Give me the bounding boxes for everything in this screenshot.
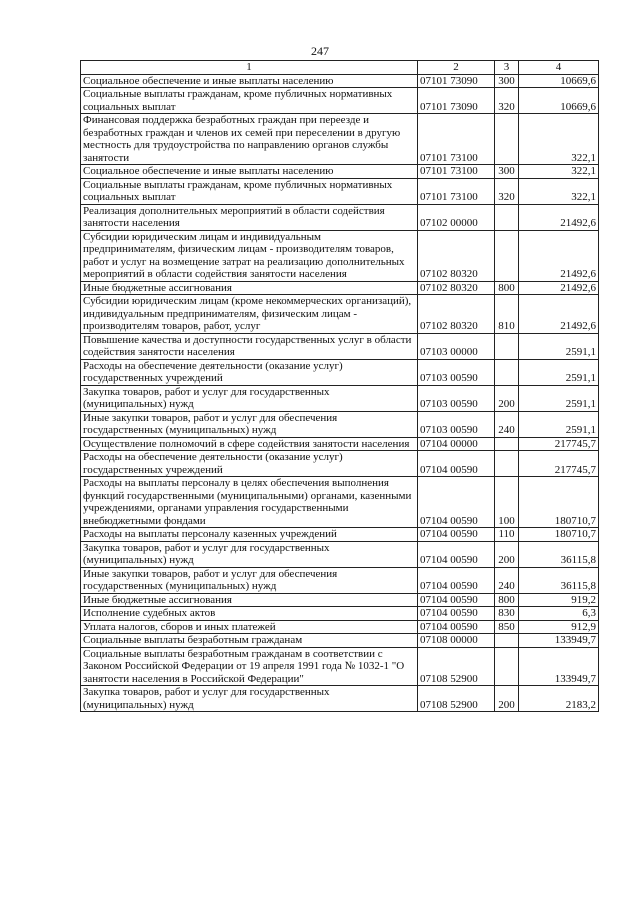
table-row xyxy=(81,620,599,634)
cell-code: 07104 00590 xyxy=(418,541,495,567)
table-row xyxy=(81,541,599,567)
cell-amount: 322,1 xyxy=(519,178,599,204)
table-row xyxy=(81,88,599,114)
header-row xyxy=(81,61,599,75)
table-row xyxy=(81,281,599,295)
cell-type: 320 xyxy=(495,178,519,204)
table-row xyxy=(81,411,599,437)
cell-name: Иные закупки товаров, работ и услуг для обеспечения государственных (муниципальных) нужд xyxy=(81,411,418,437)
cell-type xyxy=(495,333,519,359)
header-col-4: 4 xyxy=(519,61,599,75)
cell-name: Социальные выплаты гражданам, кроме публичных нормативных социальных выплат xyxy=(81,178,418,204)
cell-code: 07104 00590 xyxy=(418,620,495,634)
cell-amount: 10669,6 xyxy=(519,74,599,88)
cell-code: 07108 52900 xyxy=(418,647,495,686)
cell-amount: 21492,6 xyxy=(519,204,599,230)
cell-name: Субсидии юридическим лицам и индивидуальным предпринимателям, физическим лицам - производителям товаров, работ и услуг на возмещение затрат на реализацию дополнительных мероприятий в области содействия занятости населения xyxy=(81,230,418,281)
cell-type: 110 xyxy=(495,528,519,542)
cell-name: Расходы на обеспечение деятельности (оказание услуг) государственных учреждений xyxy=(81,451,418,477)
header-col-3: 3 xyxy=(495,61,519,75)
cell-name: Социальные выплаты безработным гражданам в соответствии с Законом Российской Федерации от 19 апреля 1991 года № 1032-1 "О занятости населения в Российской Федерации" xyxy=(81,647,418,686)
cell-type: 200 xyxy=(495,385,519,411)
table-row xyxy=(81,74,599,88)
cell-type: 850 xyxy=(495,620,519,634)
table-row xyxy=(81,567,599,593)
cell-name: Иные бюджетные ассигнования xyxy=(81,281,418,295)
table-row xyxy=(81,634,599,648)
cell-amount: 919,2 xyxy=(519,593,599,607)
cell-name: Расходы на выплаты персоналу в целях обеспечения выполнения функций государственными (муниципальными) органами, казенными учреждениями, органами управления государственными внебюджетными фондами xyxy=(81,477,418,528)
table-row xyxy=(81,359,599,385)
cell-code: 07101 73100 xyxy=(418,114,495,165)
cell-code: 07104 00590 xyxy=(418,477,495,528)
cell-code: 07104 00590 xyxy=(418,593,495,607)
cell-name: Исполнение судебных актов xyxy=(81,607,418,621)
cell-amount: 10669,6 xyxy=(519,88,599,114)
table-row xyxy=(81,178,599,204)
cell-name: Расходы на обеспечение деятельности (оказание услуг) государственных учреждений xyxy=(81,359,418,385)
cell-name: Реализация дополнительных мероприятий в области содействия занятости населения xyxy=(81,204,418,230)
cell-amount: 322,1 xyxy=(519,165,599,179)
cell-amount: 133949,7 xyxy=(519,647,599,686)
table-row xyxy=(81,686,599,712)
cell-amount: 2591,1 xyxy=(519,385,599,411)
cell-name: Осуществление полномочий в сфере содействия занятости населения xyxy=(81,437,418,451)
cell-amount: 180710,7 xyxy=(519,477,599,528)
cell-code: 07102 80320 xyxy=(418,281,495,295)
cell-name: Закупка товаров, работ и услуг для государственных (муниципальных) нужд xyxy=(81,385,418,411)
table-row xyxy=(81,607,599,621)
table-row xyxy=(81,165,599,179)
cell-type: 240 xyxy=(495,567,519,593)
cell-code: 07104 00590 xyxy=(418,451,495,477)
cell-amount: 2183,2 xyxy=(519,686,599,712)
cell-code: 07102 80320 xyxy=(418,230,495,281)
cell-code: 07104 00590 xyxy=(418,567,495,593)
table-row xyxy=(81,333,599,359)
cell-amount: 133949,7 xyxy=(519,634,599,648)
cell-code: 07102 00000 xyxy=(418,204,495,230)
cell-type xyxy=(495,114,519,165)
cell-name: Иные бюджетные ассигнования xyxy=(81,593,418,607)
table-row xyxy=(81,437,599,451)
cell-code: 07104 00000 xyxy=(418,437,495,451)
cell-name: Уплата налогов, сборов и иных платежей xyxy=(81,620,418,634)
cell-amount: 21492,6 xyxy=(519,295,599,334)
cell-type xyxy=(495,230,519,281)
table-row xyxy=(81,477,599,528)
cell-code: 07103 00590 xyxy=(418,385,495,411)
cell-code: 07101 73090 xyxy=(418,88,495,114)
cell-amount: 180710,7 xyxy=(519,528,599,542)
cell-type: 800 xyxy=(495,593,519,607)
cell-type xyxy=(495,359,519,385)
cell-code: 07103 00000 xyxy=(418,333,495,359)
cell-type: 800 xyxy=(495,281,519,295)
cell-name: Закупка товаров, работ и услуг для государственных (муниципальных) нужд xyxy=(81,541,418,567)
cell-amount: 2591,1 xyxy=(519,359,599,385)
table-row xyxy=(81,647,599,686)
cell-amount: 6,3 xyxy=(519,607,599,621)
cell-name: Закупка товаров, работ и услуг для государственных (муниципальных) нужд xyxy=(81,686,418,712)
cell-type: 830 xyxy=(495,607,519,621)
cell-type: 300 xyxy=(495,165,519,179)
cell-type xyxy=(495,451,519,477)
cell-code: 07104 00590 xyxy=(418,528,495,542)
cell-amount: 36115,8 xyxy=(519,567,599,593)
page-number: 247 xyxy=(311,44,329,58)
cell-name: Финансовая поддержка безработных граждан при переезде и безработных граждан и членов их семей при переселении в другую местность для трудоустройства по направлению органов службы занятости xyxy=(81,114,418,165)
table-row xyxy=(81,114,599,165)
cell-amount: 217745,7 xyxy=(519,451,599,477)
cell-code: 07104 00590 xyxy=(418,607,495,621)
cell-type: 200 xyxy=(495,686,519,712)
cell-type: 200 xyxy=(495,541,519,567)
cell-type: 320 xyxy=(495,88,519,114)
cell-name: Социальные выплаты безработным гражданам xyxy=(81,634,418,648)
cell-name: Социальное обеспечение и иные выплаты населению xyxy=(81,165,418,179)
header-col-1: 1 xyxy=(81,61,418,75)
table-row xyxy=(81,451,599,477)
cell-type: 300 xyxy=(495,74,519,88)
cell-type xyxy=(495,437,519,451)
cell-type: 100 xyxy=(495,477,519,528)
cell-name: Социальные выплаты гражданам, кроме публичных нормативных социальных выплат xyxy=(81,88,418,114)
table-row xyxy=(81,593,599,607)
cell-amount: 322,1 xyxy=(519,114,599,165)
table-row xyxy=(81,295,599,334)
cell-code: 07103 00590 xyxy=(418,359,495,385)
cell-name: Субсидии юридическим лицам (кроме некоммерческих организаций), индивидуальным предпринимателям, физическим лицам - производителям товаров, работ, услуг xyxy=(81,295,418,334)
cell-amount: 21492,6 xyxy=(519,230,599,281)
cell-code: 07101 73100 xyxy=(418,178,495,204)
cell-name: Расходы на выплаты персоналу казенных учреждений xyxy=(81,528,418,542)
cell-amount: 2591,1 xyxy=(519,333,599,359)
cell-amount: 217745,7 xyxy=(519,437,599,451)
table-row xyxy=(81,528,599,542)
cell-name: Социальное обеспечение и иные выплаты населению xyxy=(81,74,418,88)
cell-code: 07103 00590 xyxy=(418,411,495,437)
cell-type xyxy=(495,647,519,686)
cell-type xyxy=(495,634,519,648)
table-row xyxy=(81,230,599,281)
cell-type: 240 xyxy=(495,411,519,437)
cell-name: Повышение качества и доступности государственных услуг в области содействия занятости населения xyxy=(81,333,418,359)
cell-code: 07108 52900 xyxy=(418,686,495,712)
cell-amount: 36115,8 xyxy=(519,541,599,567)
header-col-2: 2 xyxy=(418,61,495,75)
cell-amount: 2591,1 xyxy=(519,411,599,437)
cell-code: 07108 00000 xyxy=(418,634,495,648)
budget-table xyxy=(80,60,599,712)
cell-code: 07101 73100 xyxy=(418,165,495,179)
table-row xyxy=(81,204,599,230)
table-row xyxy=(81,385,599,411)
cell-amount: 21492,6 xyxy=(519,281,599,295)
cell-name: Иные закупки товаров, работ и услуг для обеспечения государственных (муниципальных) нужд xyxy=(81,567,418,593)
cell-code: 07101 73090 xyxy=(418,74,495,88)
cell-type xyxy=(495,204,519,230)
cell-amount: 912,9 xyxy=(519,620,599,634)
cell-type: 810 xyxy=(495,295,519,334)
cell-code: 07102 80320 xyxy=(418,295,495,334)
